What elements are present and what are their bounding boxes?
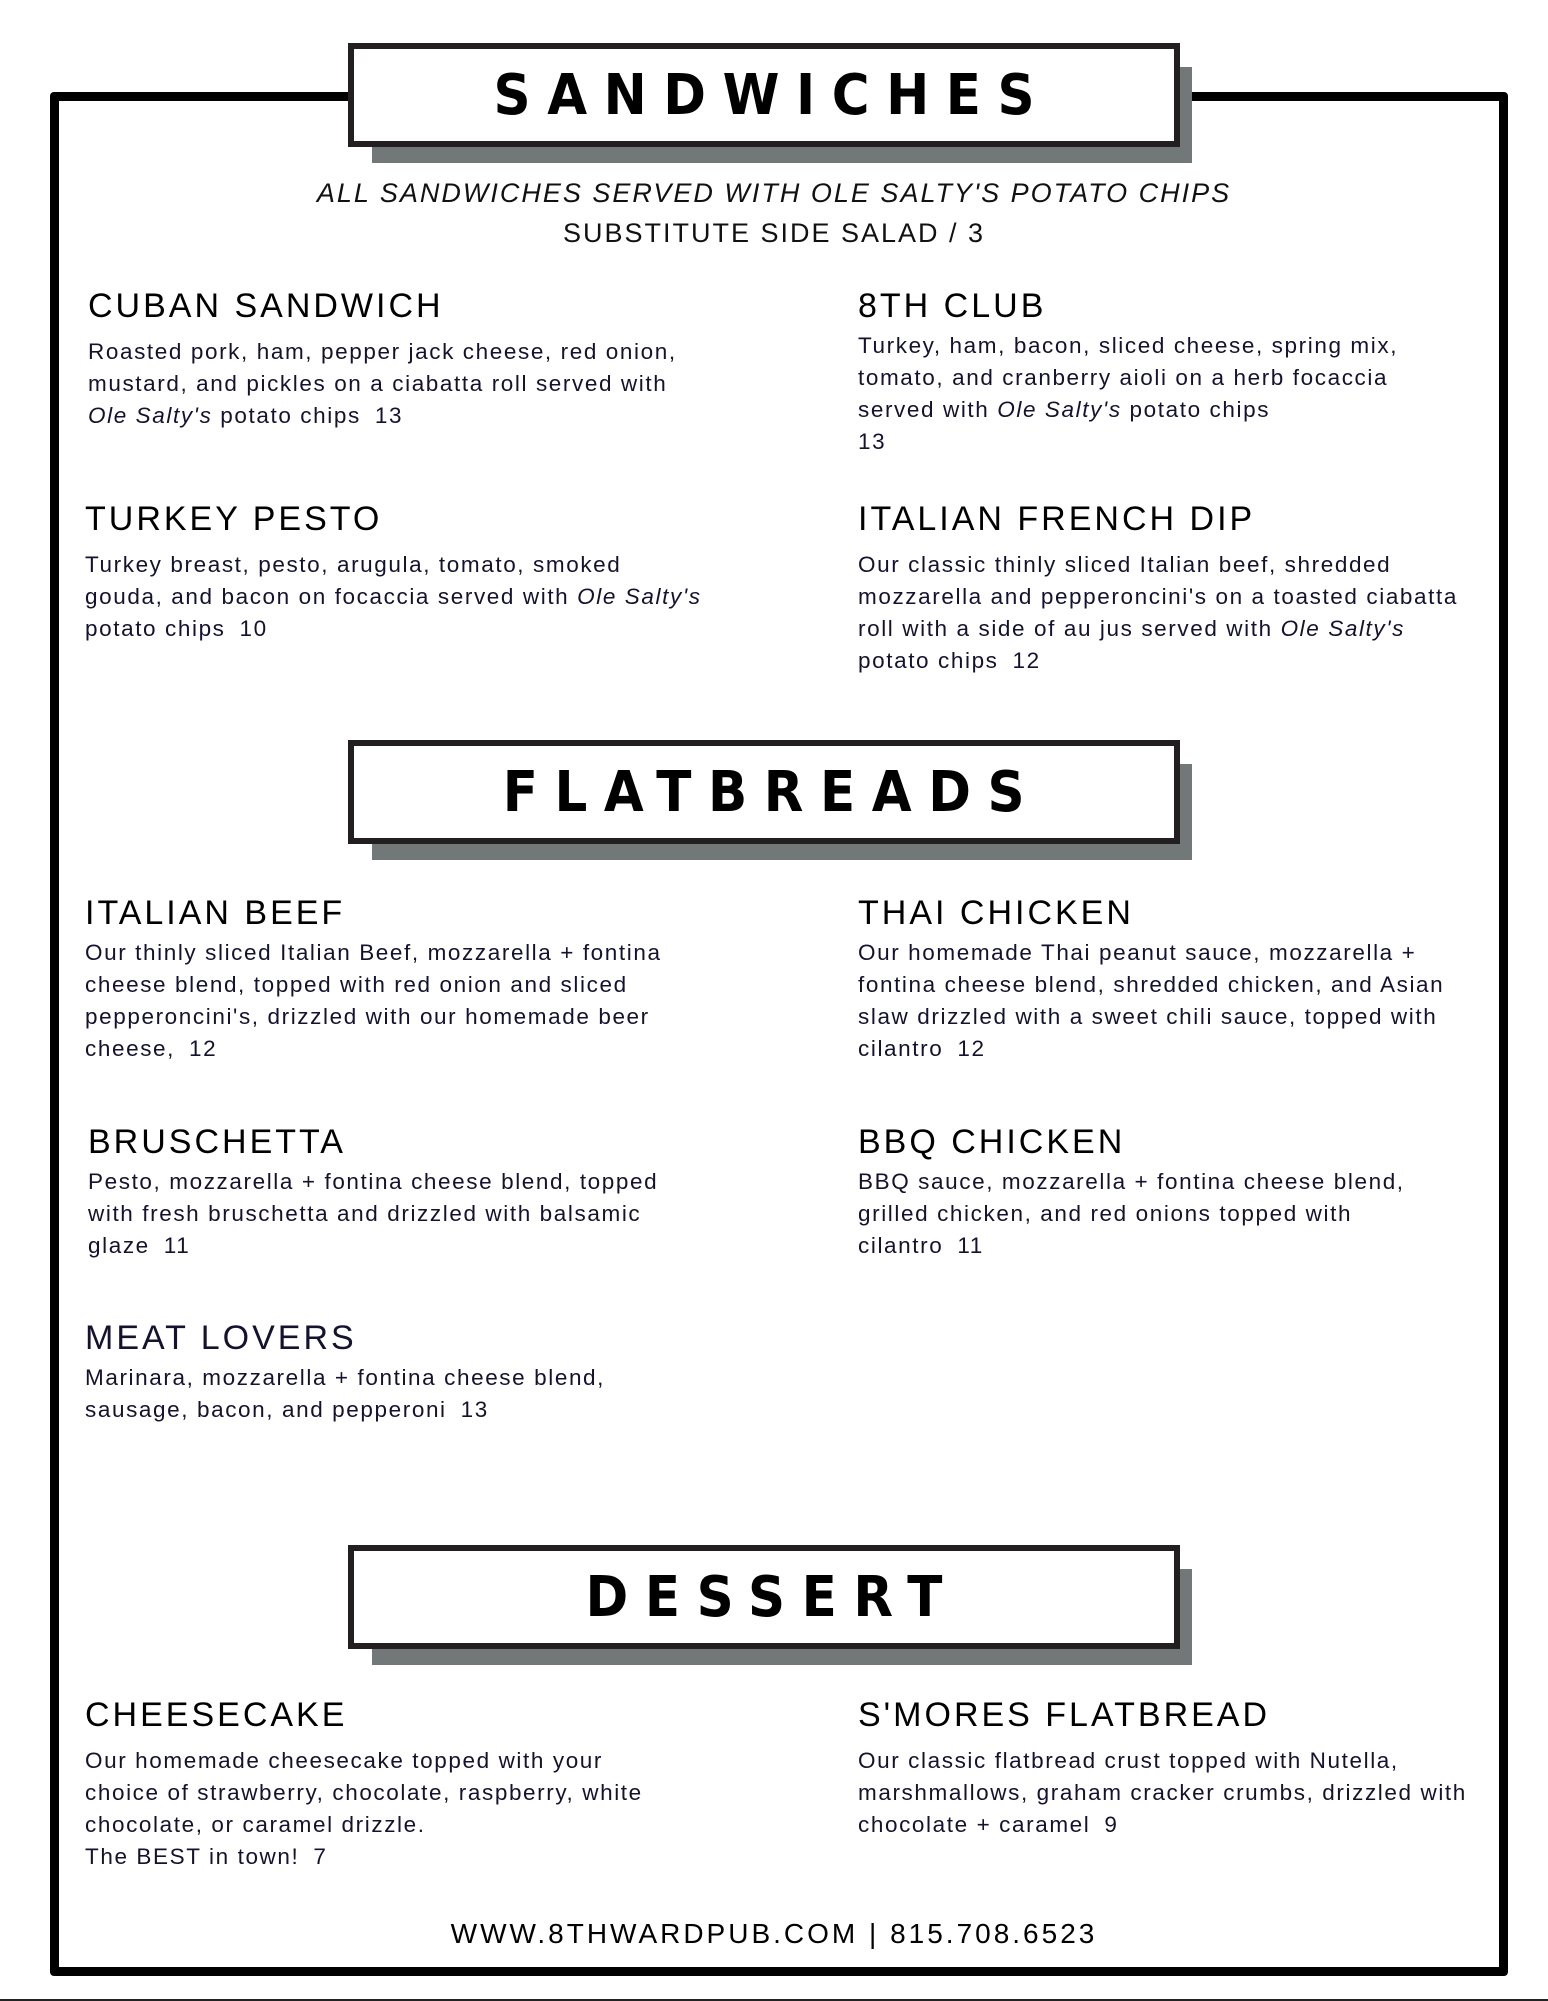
- menu-item-thai-chicken: [858, 893, 1468, 1065]
- dessert-title: DESSERT: [585, 1564, 960, 1630]
- item-name: CHEESECAKE: [85, 1696, 348, 1734]
- item-description: Marinara, mozzarella + fontina cheese blend, sausage, bacon, and pepperoni 13: [85, 1365, 606, 1422]
- item-price: 13: [374, 403, 404, 428]
- sandwiches-chips-note: ALL SANDWICHES SERVED WITH OLE SALTY'S POTATO CHIPS: [316, 178, 1232, 208]
- sandwiches-section-header: [348, 43, 1180, 135]
- menu-item-meat-lovers: [85, 1318, 685, 1426]
- item-description: Roasted pork, ham, pepper jack cheese, red onion, mustard, and pickles on a ciabatta roll served with Ole Salty's potato chips 13: [88, 339, 677, 428]
- header-box: [348, 740, 1180, 844]
- footer-contact: WWW.8THWARDPUB.COM | 815.708.6523: [450, 1918, 1098, 1949]
- brand-name: Ole Salty's: [577, 584, 702, 609]
- menu-item-bruschetta: [88, 1122, 708, 1262]
- item-name: BRUSCHETTA: [88, 1123, 346, 1161]
- item-description: Our classic thinly sliced Italian beef, shredded mozzarella and pepperoncini's on a toasted ciabatta roll with a side of au jus served with Ole Salty's potato chips 12: [858, 552, 1458, 673]
- item-name: CUBAN SANDWICH: [88, 287, 444, 325]
- item-name: S'MORES FLATBREAD: [858, 1696, 1271, 1734]
- menu-item-8th-club: [858, 286, 1458, 458]
- item-name: ITALIAN BEEF: [85, 894, 346, 932]
- flatbreads-title: FLATBREADS: [503, 759, 1042, 825]
- item-price: 12: [957, 1036, 986, 1061]
- item-price: 12: [189, 1036, 218, 1061]
- item-name: MEAT LOVERS: [85, 1319, 357, 1357]
- header-box: [348, 43, 1180, 147]
- menu-item-turkey-pesto: [85, 499, 705, 645]
- item-description: Turkey, ham, bacon, sliced cheese, spring mix, tomato, and cranberry aioli on a herb focaccia served with Ole Salty's potato chips 13: [858, 333, 1399, 454]
- item-name: TURKEY PESTO: [85, 500, 383, 538]
- flatbreads-section-header: [348, 740, 1180, 832]
- item-price: 13: [858, 429, 887, 454]
- brand-name: Ole Salty's: [1280, 616, 1406, 641]
- item-description: Our homemade Thai peanut sauce, mozzarella + fontina cheese blend, shredded chicken, and Asian slaw drizzled with a sweet chili sauce, topped with cilantro 12: [858, 940, 1445, 1061]
- item-price: 11: [163, 1233, 191, 1258]
- item-name: 8TH CLUB: [858, 287, 1047, 325]
- item-description: Our thinly sliced Italian Beef, mozzarella + fontina cheese blend, topped with red onion and sliced pepperoncini's, drizzled with our homemade beer cheese, 12: [85, 940, 662, 1061]
- menu-item-italian-beef: [85, 893, 685, 1065]
- brand-name: Ole Salty's: [997, 397, 1122, 422]
- dessert-section-header: [348, 1545, 1180, 1637]
- sandwiches-title: SANDWICHES: [493, 62, 1052, 128]
- brand-name: Ole Salty's: [88, 403, 213, 428]
- item-description: BBQ sauce, mozzarella + fontina cheese blend, grilled chicken, and red onions topped with cilantro 11: [858, 1169, 1405, 1258]
- item-description: Turkey breast, pesto, arugula, tomato, smoked gouda, and bacon on focaccia served with Ole Salty's potato chips 10: [85, 552, 702, 641]
- item-description: Pesto, mozzarella + fontina cheese blend, topped with fresh bruschetta and drizzled with balsamic glaze 11: [88, 1169, 659, 1258]
- item-name: ITALIAN FRENCH DIP: [858, 500, 1256, 538]
- item-price: 13: [460, 1397, 489, 1422]
- menu-item-cuban-sandwich: [88, 286, 708, 432]
- menu-item-cheesecake: [85, 1695, 685, 1873]
- item-price: 7: [313, 1844, 328, 1869]
- menu-item-italian-french-dip: [858, 499, 1468, 677]
- item-name: THAI CHICKEN: [858, 894, 1134, 932]
- item-price: 11: [957, 1233, 984, 1258]
- item-price: 9: [1104, 1812, 1119, 1837]
- menu-item-smores-flatbread: [858, 1695, 1468, 1841]
- item-price: 10: [239, 616, 268, 641]
- item-description: Our homemade cheesecake topped with your choice of strawberry, chocolate, raspberry, white chocolate, or caramel drizzle. The BEST in town! 7: [85, 1748, 643, 1869]
- header-box: [348, 1545, 1180, 1649]
- item-name: BBQ CHICKEN: [858, 1123, 1126, 1161]
- menu-item-bbq-chicken: [858, 1122, 1458, 1262]
- item-price: 12: [1012, 648, 1041, 673]
- item-description: Our classic flatbread crust topped with Nutella, marshmallows, graham cracker crumbs, drizzled with chocolate + caramel 9: [858, 1748, 1467, 1837]
- sandwiches-side-salad-note: SUBSTITUTE SIDE SALAD / 3: [562, 218, 986, 248]
